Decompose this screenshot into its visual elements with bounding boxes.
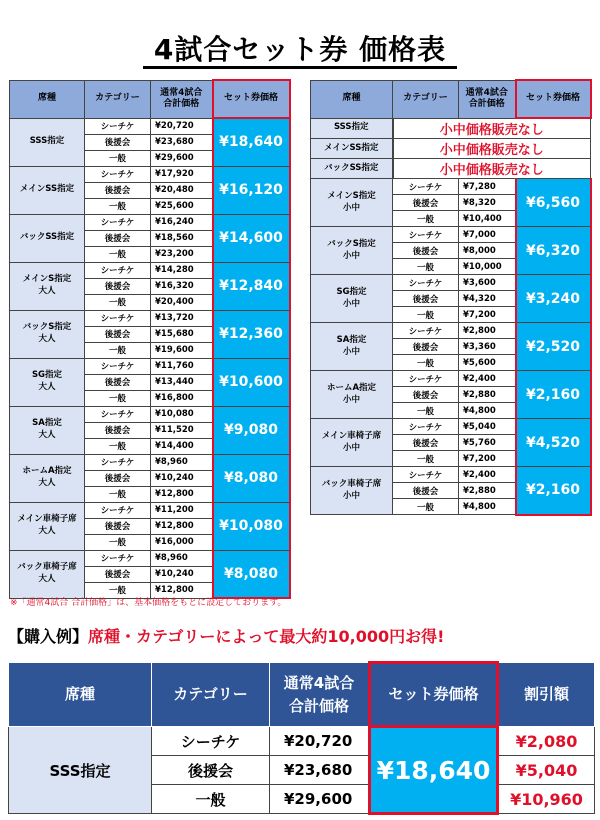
category-cell: 後援会 — [85, 374, 151, 390]
category-header: カテゴリー — [85, 80, 151, 118]
normal-price-cell: ¥20,400 — [151, 294, 213, 310]
set-price-header: セット券価格 — [370, 663, 498, 727]
discount-cell: ¥2,080 — [498, 727, 595, 756]
seat-cell: バックS指定 小中 — [311, 227, 393, 275]
seat-cell: ホームA指定 大人 — [10, 454, 85, 502]
seat-cell: メイン車椅子席 大人 — [10, 502, 85, 550]
category-cell: 一般 — [85, 198, 151, 214]
category-header: カテゴリー — [152, 663, 270, 727]
normal-price-cell: ¥8,320 — [459, 195, 516, 211]
category-cell: 一般 — [85, 486, 151, 502]
set-price-cell: ¥12,360 — [213, 310, 290, 358]
seat-cell: SSS指定 — [10, 118, 85, 166]
normal-price-cell: ¥20,480 — [151, 182, 213, 198]
seat-cell: ホームA指定 小中 — [311, 371, 393, 419]
normal-price-cell: ¥8,960 — [151, 550, 213, 566]
normal-price-cell: ¥2,400 — [459, 371, 516, 387]
no-sale-cell: 小中価格販売なし — [393, 139, 591, 159]
normal-price-cell: ¥16,000 — [151, 534, 213, 550]
table-row — [10, 262, 290, 278]
category-cell: 一般 — [85, 390, 151, 406]
footnote: ※「通常4試合 合計価格」は、基本価格をもとに設定しております。 — [10, 598, 287, 608]
purchase-example-heading: 【購入例】席種・カテゴリーによって最大約10,000円お得! — [8, 627, 445, 646]
category-cell: 後援会 — [393, 243, 459, 259]
normal-price-cell: ¥17,920 — [151, 166, 213, 182]
category-cell: 後援会 — [393, 435, 459, 451]
category-cell: 後援会 — [393, 483, 459, 499]
table-header-row — [311, 80, 591, 118]
category-cell: 一般 — [393, 211, 459, 227]
set-price-cell: ¥6,560 — [516, 179, 591, 227]
category-cell: 一般 — [85, 582, 151, 598]
table-row — [311, 419, 591, 435]
normal-price-cell: ¥11,760 — [151, 358, 213, 374]
normal-price-header: 通常4試合 合計価格 — [151, 80, 213, 118]
seat-cell: バック車椅子席 大人 — [10, 550, 85, 598]
normal-price-cell: ¥16,240 — [151, 214, 213, 230]
table-row — [311, 179, 591, 195]
category-cell: シーチケ — [393, 419, 459, 435]
category-cell: 後援会 — [85, 518, 151, 534]
category-cell: 後援会 — [393, 387, 459, 403]
seat-cell: メインS指定 大人 — [10, 262, 85, 310]
normal-price-cell: ¥4,800 — [459, 499, 516, 515]
category-cell: 後援会 — [393, 291, 459, 307]
set-price-cell: ¥14,600 — [213, 214, 290, 262]
normal-price-cell: ¥4,320 — [459, 291, 516, 307]
normal-price-cell: ¥13,720 — [151, 310, 213, 326]
normal-price-cell: ¥16,320 — [151, 278, 213, 294]
set-price-cell: ¥8,080 — [213, 454, 290, 502]
discount-cell: ¥5,040 — [498, 756, 595, 785]
normal-price-cell: ¥23,680 — [151, 134, 213, 150]
normal-price-cell: ¥7,280 — [459, 179, 516, 195]
normal-price-cell: ¥11,200 — [151, 502, 213, 518]
category-cell: 一般 — [393, 403, 459, 419]
normal-price-cell: ¥2,800 — [459, 323, 516, 339]
set-price-cell: ¥2,520 — [516, 323, 591, 371]
category-cell: 後援会 — [85, 470, 151, 486]
category-cell: 一般 — [85, 294, 151, 310]
seat-cell: SA指定 大人 — [10, 406, 85, 454]
category-cell: シーチケ — [152, 727, 270, 756]
category-cell: 一般 — [393, 499, 459, 515]
category-cell: 一般 — [152, 785, 270, 814]
set-price-cell: ¥3,240 — [516, 275, 591, 323]
no-sale-cell: 小中価格販売なし — [393, 159, 591, 179]
category-cell: 一般 — [393, 259, 459, 275]
category-header: カテゴリー — [393, 80, 459, 118]
category-cell: 一般 — [85, 438, 151, 454]
normal-price-cell: ¥8,000 — [459, 243, 516, 259]
title-underline — [143, 66, 457, 69]
purchase-example-table — [8, 661, 595, 815]
seat-cell: SSS指定 — [311, 118, 393, 139]
discount-cell: ¥10,960 — [498, 785, 595, 814]
category-cell: 一般 — [393, 307, 459, 323]
normal-price-cell: ¥23,200 — [151, 246, 213, 262]
category-cell: シーチケ — [85, 358, 151, 374]
category-cell: シーチケ — [393, 323, 459, 339]
category-cell: シーチケ — [393, 371, 459, 387]
normal-price-cell: ¥16,800 — [151, 390, 213, 406]
seat-cell: メインSS指定 — [10, 166, 85, 214]
normal-price-cell: ¥10,240 — [151, 566, 213, 582]
normal-price-cell: ¥20,720 — [151, 118, 213, 134]
seat-header: 席種 — [10, 80, 85, 118]
table-row — [311, 467, 591, 483]
normal-price-cell: ¥7,200 — [459, 451, 516, 467]
category-cell: シーチケ — [393, 467, 459, 483]
table-row — [10, 118, 290, 134]
normal-price-cell: ¥8,960 — [151, 454, 213, 470]
category-cell: 後援会 — [85, 230, 151, 246]
normal-price-cell: ¥10,000 — [459, 259, 516, 275]
set-price-cell: ¥9,080 — [213, 406, 290, 454]
seat-cell: バックSS指定 — [10, 214, 85, 262]
normal-price-cell: ¥20,720 — [270, 727, 370, 756]
normal-price-cell: ¥18,560 — [151, 230, 213, 246]
table-row — [10, 166, 290, 182]
normal-price-cell: ¥3,600 — [459, 275, 516, 291]
normal-price-cell: ¥14,280 — [151, 262, 213, 278]
table-row — [10, 550, 290, 566]
set-price-cell: ¥18,640 — [370, 727, 498, 814]
set-price-cell: ¥2,160 — [516, 371, 591, 419]
no-sale-cell: 小中価格販売なし — [393, 118, 591, 139]
category-cell: シーチケ — [85, 262, 151, 278]
seat-cell: バックS指定 大人 — [10, 310, 85, 358]
category-cell: シーチケ — [85, 310, 151, 326]
table-row — [10, 502, 290, 518]
normal-price-cell: ¥11,520 — [151, 422, 213, 438]
seat-cell: バックSS指定 — [311, 159, 393, 179]
normal-price-cell: ¥12,800 — [151, 582, 213, 598]
normal-price-cell: ¥2,880 — [459, 483, 516, 499]
normal-price-cell: ¥25,600 — [151, 198, 213, 214]
category-cell: 一般 — [85, 246, 151, 262]
table-row — [311, 275, 591, 291]
category-cell: 後援会 — [85, 566, 151, 582]
category-cell: シーチケ — [85, 214, 151, 230]
category-cell: 後援会 — [85, 278, 151, 294]
table-row — [10, 454, 290, 470]
category-cell: シーチケ — [393, 227, 459, 243]
set-price-cell: ¥8,080 — [213, 550, 290, 598]
category-cell: シーチケ — [85, 550, 151, 566]
normal-price-cell: ¥13,440 — [151, 374, 213, 390]
normal-price-cell: ¥15,680 — [151, 326, 213, 342]
table-row — [311, 227, 591, 243]
normal-price-cell: ¥2,400 — [459, 467, 516, 483]
normal-price-cell: ¥5,040 — [459, 419, 516, 435]
category-cell: 後援会 — [85, 326, 151, 342]
category-cell: シーチケ — [85, 454, 151, 470]
category-cell: シーチケ — [393, 275, 459, 291]
seat-header: 席種 — [9, 663, 152, 727]
seat-cell: メインSS指定 — [311, 139, 393, 159]
normal-price-cell: ¥10,240 — [151, 470, 213, 486]
normal-price-cell: ¥19,600 — [151, 342, 213, 358]
set-price-cell: ¥16,120 — [213, 166, 290, 214]
category-cell: シーチケ — [393, 179, 459, 195]
normal-price-cell: ¥5,760 — [459, 435, 516, 451]
seat-header: 席種 — [311, 80, 393, 118]
category-cell: 一般 — [85, 534, 151, 550]
set-price-cell: ¥2,160 — [516, 467, 591, 515]
discount-header: 割引額 — [498, 663, 595, 727]
set-price-cell: ¥4,520 — [516, 419, 591, 467]
seat-cell: SG指定 大人 — [10, 358, 85, 406]
set-price-cell: ¥10,600 — [213, 358, 290, 406]
set-price-cell: ¥6,320 — [516, 227, 591, 275]
category-cell: 一般 — [85, 342, 151, 358]
seat-cell: メイン車椅子席 小中 — [311, 419, 393, 467]
category-cell: 後援会 — [85, 134, 151, 150]
child-price-table — [310, 79, 592, 516]
set-price-cell: ¥10,080 — [213, 502, 290, 550]
seat-cell: SSS指定 — [9, 727, 152, 814]
category-cell: 後援会 — [393, 195, 459, 211]
seat-cell: SG指定 小中 — [311, 275, 393, 323]
category-cell: 後援会 — [85, 182, 151, 198]
seat-cell: バック車椅子席 小中 — [311, 467, 393, 515]
set-price-cell: ¥12,840 — [213, 262, 290, 310]
normal-price-cell: ¥12,800 — [151, 486, 213, 502]
table-row — [10, 406, 290, 422]
category-cell: 後援会 — [152, 756, 270, 785]
normal-price-cell: ¥5,600 — [459, 355, 516, 371]
category-cell: 後援会 — [85, 422, 151, 438]
set-price-header: セット券価格 — [213, 80, 290, 118]
page-title: 4試合セット券 価格表 — [153, 33, 447, 66]
normal-price-cell: ¥10,080 — [151, 406, 213, 422]
normal-price-cell: ¥3,360 — [459, 339, 516, 355]
normal-price-cell: ¥7,200 — [459, 307, 516, 323]
set-price-cell: ¥18,640 — [213, 118, 290, 166]
normal-price-cell: ¥29,600 — [270, 785, 370, 814]
category-cell: 一般 — [393, 451, 459, 467]
table-header-row — [10, 80, 290, 118]
normal-price-cell: ¥12,800 — [151, 518, 213, 534]
normal-price-header: 通常4試合 合計価格 — [459, 80, 516, 118]
category-cell: シーチケ — [85, 502, 151, 518]
table-row — [9, 727, 595, 756]
normal-price-cell: ¥2,880 — [459, 387, 516, 403]
table-row — [10, 214, 290, 230]
category-cell: シーチケ — [85, 118, 151, 134]
table-header-row — [9, 663, 595, 727]
normal-price-cell: ¥23,680 — [270, 756, 370, 785]
category-cell: 一般 — [393, 355, 459, 371]
set-price-header: セット券価格 — [516, 80, 591, 118]
table-row — [311, 323, 591, 339]
normal-price-cell: ¥29,600 — [151, 150, 213, 166]
table-row — [10, 310, 290, 326]
normal-price-cell: ¥7,000 — [459, 227, 516, 243]
category-cell: シーチケ — [85, 406, 151, 422]
category-cell: 一般 — [85, 150, 151, 166]
normal-price-cell: ¥10,400 — [459, 211, 516, 227]
adult-price-table — [9, 79, 291, 599]
category-cell: 後援会 — [393, 339, 459, 355]
table-row — [311, 371, 591, 387]
category-cell: シーチケ — [85, 166, 151, 182]
seat-cell: メインS指定 小中 — [311, 179, 393, 227]
normal-price-cell: ¥14,400 — [151, 438, 213, 454]
normal-price-cell: ¥4,800 — [459, 403, 516, 419]
table-row — [10, 358, 290, 374]
normal-price-header: 通常4試合 合計価格 — [270, 663, 370, 727]
seat-cell: SA指定 小中 — [311, 323, 393, 371]
